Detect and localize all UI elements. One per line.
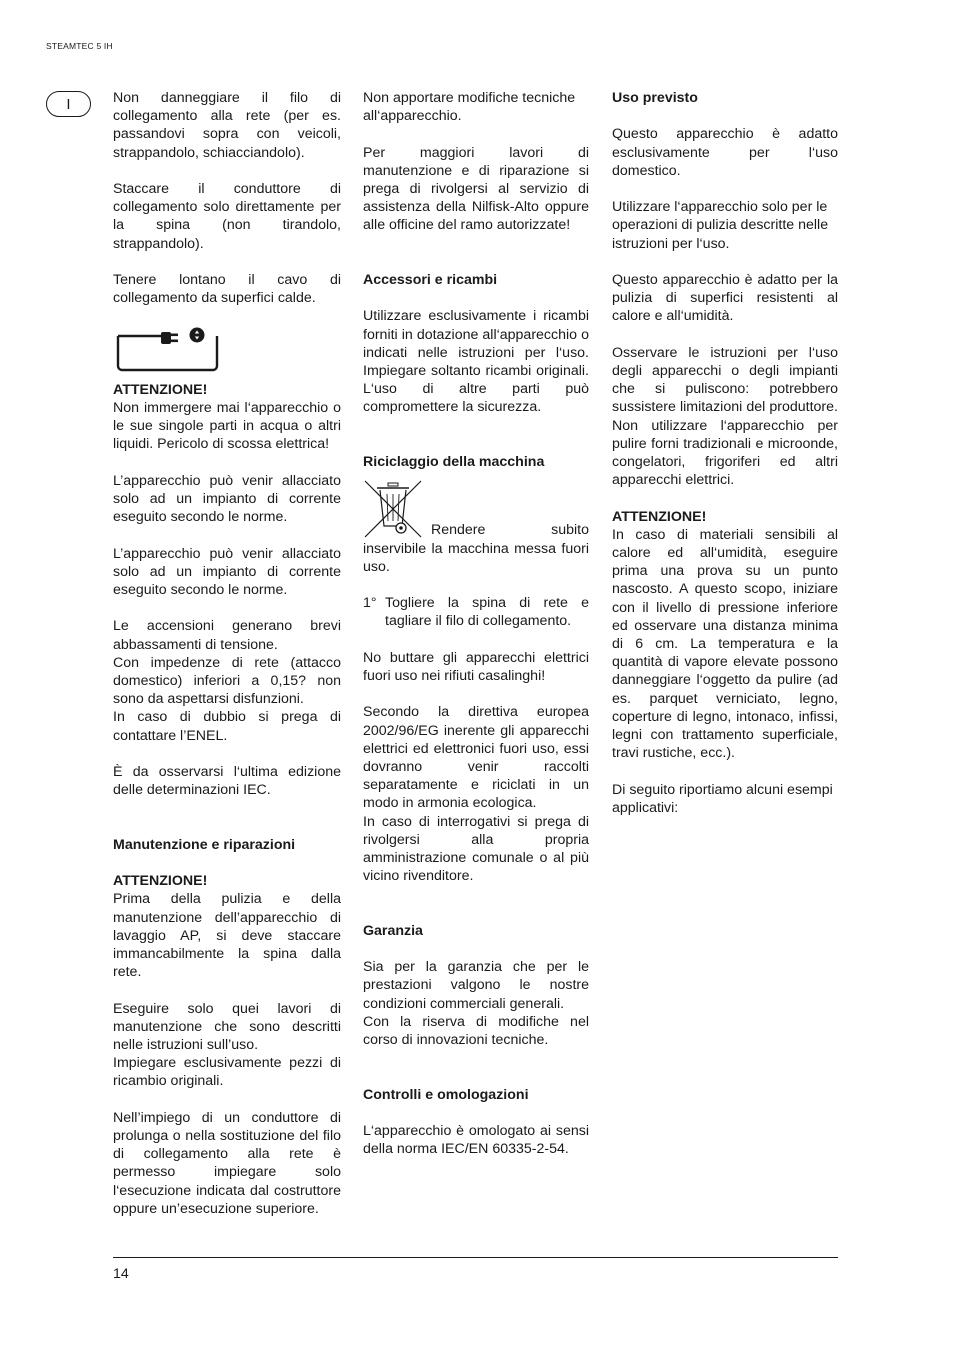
paragraph: Di seguito riportiamo alcuni esempi applicativi: [612, 781, 833, 816]
paragraph-line: Sia per la garanzia che per le prestazioni valgono le nostre condizioni commerciali generali. [363, 959, 589, 1012]
section-heading: Accessori e ricambi [363, 271, 498, 288]
paragraph-line: Eseguire solo quei lavori di manutenzione che sono descritti nelle istruzioni sull’uso. [113, 1000, 341, 1053]
column-3 [612, 89, 838, 835]
language-badge: I [46, 91, 91, 117]
paragraph: Questo apparecchio è adatto per la pulizia di superfici resistenti al calore e all‘umidità. [612, 271, 838, 325]
section-heading: Riciclaggio della macchina [363, 453, 545, 470]
paragraph-text: Rendere subito inservibile la macchina messa fuori uso. [363, 522, 589, 575]
paragraph-line: Impiegare esclusivamente pezzi di ricambio originali. [113, 1055, 341, 1090]
paragraph-line: Con la riserva di modifiche nel corso di innovazioni tecniche. [363, 1013, 589, 1048]
paragraph: L‘apparecchio è omologato ai sensi della norma IEC/EN 60335-2-54. [363, 1122, 589, 1158]
warning-text: Non immergere mai l‘apparecchio o le sue singole parti in acqua o altri liquidi. Pericolo di scossa elettrica! [113, 400, 341, 453]
column-2 [363, 89, 589, 1177]
paragraph-line: In caso di interrogativi si prega di rivolgersi alla propria amministrazione comunale o al più vicino rivenditore. [363, 813, 589, 885]
list-text: Togliere la spina di rete e tagliare il filo di collegamento. [385, 595, 589, 630]
list-number: 1° [363, 595, 377, 612]
warning-block [113, 872, 341, 981]
paragraph: L’apparecchio può venir allacciato solo ad un impianto di corrente eseguito secondo le norme. [113, 472, 341, 526]
paragraph: Tenere lontano il cavo di collegamento da superfici calde. [113, 272, 341, 307]
warning-title: ATTENZIONE! [113, 381, 208, 398]
warning-title: ATTENZIONE! [612, 508, 707, 525]
document-header: STEAMTEC 5 IH [46, 41, 113, 51]
warning-text: Prima della pulizia e della manutenzione dell’apparecchio di lavaggio AP, si deve staccare immancabilmente la spina dalla rete. [113, 891, 341, 981]
page-number: 14 [113, 1266, 129, 1282]
footer-rule [113, 1257, 838, 1258]
section-heading: Garanzia [363, 922, 423, 939]
paragraph: L’apparecchio può venir allacciato solo ad un impianto di corrente eseguito secondo le norme. [113, 545, 341, 598]
paragraph-line: Secondo la direttiva europea 2002/96/EG inerente gli apparecchi elettrici ed elettronici fuori uso, essi dovranno venir raccolti separatamente e riciclati in un modo in armonia ecologica. [363, 704, 589, 812]
paragraph: Nell’impiego di un conduttore di prolunga o nella sostituzione del filo di collegamento alla rete è permesso impiegare solo l‘esecuzione indicata dal costruttore oppure un’esecuzione superiore. [113, 1109, 341, 1217]
paragraph: Non danneggiare il filo di collegamento alla rete (per es. passandovi sopra con veicoli, strappandolo, schiacciandolo). [113, 90, 341, 161]
paragraph: Non apportare modifiche tecniche all‘apparecchio. [363, 90, 576, 125]
paragraph-line: Con impedenze di rete (attacco domestico) inferiori a 0,15? non sono da aspettarsi disfunzioni. [113, 654, 341, 708]
paragraph: Utilizzare l‘apparecchio solo per le operazioni di pulizia descritte nelle istruzioni per l‘uso. [612, 199, 829, 252]
paragraph: Staccare il conduttore di collegamento solo direttamente per la spina (non tirandolo, strappandolo). [113, 181, 341, 252]
paragraph-group [113, 1000, 341, 1091]
warning-title: ATTENZIONE! [113, 873, 208, 890]
paragraph: No buttare gli apparecchi elettrici fuori uso nei rifiuti casalinghi! [363, 649, 589, 684]
paragraph: Osservare le istruzioni per l‘uso degli apparecchi o degli impianti che si puliscono: potrebbero sussistere limitazioni del produttore. Non utilizzare l‘apparecchio per pulire forni tradizionali e microonde, congelatori, frigoriferi ed altri apparecchi elettrici. [612, 344, 838, 489]
section-heading: Manutenzione e riparazioni [113, 836, 296, 853]
paragraph: Questo apparecchio è adatto esclusivamente per l‘uso domestico. [612, 126, 838, 179]
crossed-out-bin-icon [363, 479, 423, 539]
paragraph-group [113, 617, 341, 744]
paragraph: È da osservarsi l‘ultima edizione delle determinazioni IEC. [113, 764, 341, 799]
list-item [363, 594, 589, 630]
paragraph: Utilizzare esclusivamente i ricambi forniti in dotazione all‘apparecchio o indicati nelle istruzioni per l‘uso. Impiegare soltanto ricambi originali. L‘uso di altre parti può compromettere la sicurezza. [363, 308, 589, 416]
column-1 [113, 89, 341, 1236]
warning-text: In caso di materiali sensibili al calore ed all‘umidità, eseguire prima una prova su un punto nascosto. A questo scopo, iniziare con il livello di pressione inferiore ed osservare una distanza minima di 6 cm. La temperatura e la quantità di vapore elevate possono danneggiare l‘oggetto da pulire (ad es. parquet verniciato, legno, coperture di legno, intonaco, infissi, legni con trattamento superficiale, travi rustiche, ecc.). [612, 526, 838, 762]
paragraph-line: In caso di dubbio si prega di contattare l’ENEL. [113, 709, 341, 744]
paragraph-line: Le accensioni generano brevi abbassamenti di tensione. [113, 618, 341, 653]
paragraph: Per maggiori lavori di manutenzione e di riparazione si prega di rivolgersi al servizio di assistenza della Nilfisk-Alto oppure alle officine del ramo autorizzate! [363, 144, 589, 234]
unplug-warning-icon [113, 326, 221, 372]
paragraph-group [363, 958, 589, 1049]
section-heading: Uso previsto [612, 90, 698, 106]
warning-block [612, 508, 838, 763]
warning-block [113, 381, 341, 454]
section-heading: Controlli e omologazioni [363, 1086, 529, 1103]
paragraph-group [363, 703, 589, 885]
